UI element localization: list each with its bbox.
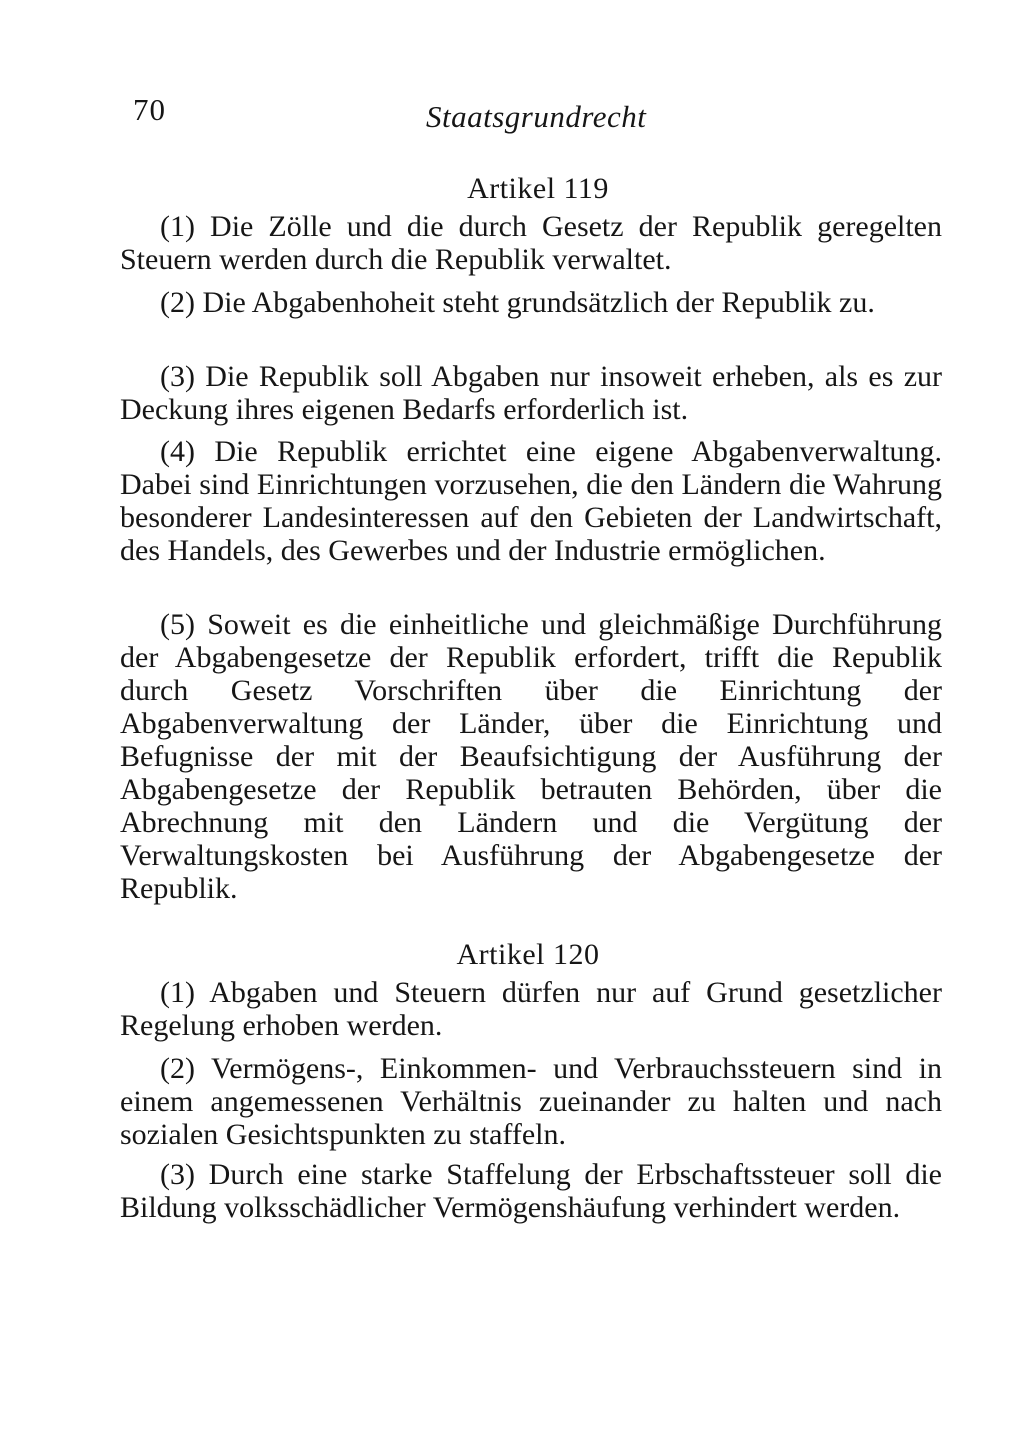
article-119-paragraph-2: (2) Die Abgabenhoheit steht grundsätzlich der Republik zu. — [160, 286, 875, 319]
article-120-title: Artikel 120 — [456, 938, 600, 971]
article-119-paragraph-5: (5) Soweit es die einheitliche und gleichmäßige Durchführung der Abgabengesetze der Republik erfordert, trifft die Republik durch Gesetz Vorschriften über die Einrichtung der Abgabenverwaltung der Länder, über die Einrichtung und Befugnisse der mit der Beaufsichtigung der Ausführung der Abgabengesetze der Republik betrauten Behörden, über die Abrechnung mit den Ländern und die Vergütung der Verwaltungskosten bei Ausführung der Abgabengesetze der Republik. — [120, 608, 942, 905]
article-119-title: Artikel 119 — [467, 172, 609, 205]
page-number: 70 — [133, 92, 166, 127]
article-120-paragraph-2: (2) Vermögens-, Einkommen- und Verbrauchssteuern sind in einem angemessenen Verhältnis zueinander zu halten und nach sozialen Gesichtspunkten zu staffeln. — [120, 1052, 942, 1151]
article-120-paragraph-3: (3) Durch eine starke Staffelung der Erbschaftssteuer soll die Bildung volksschädlicher Vermögenshäufung verhindert werden. — [120, 1158, 942, 1224]
running-head: Staatsgrundrecht — [426, 99, 647, 134]
article-120-paragraph-1: (1) Abgaben und Steuern dürfen nur auf Grund gesetzlicher Regelung erhoben werden. — [120, 976, 942, 1042]
article-119-paragraph-4: (4) Die Republik errichtet eine eigene Abgabenverwaltung. Dabei sind Einrichtungen vorzusehen, die den Ländern die Wahrung besonderer Landesinteressen auf den Gebieten der Landwirtschaft, des Handels, des Gewerbes und der Industrie ermöglichen. — [120, 435, 942, 567]
article-119-paragraph-3: (3) Die Republik soll Abgaben nur insoweit erheben, als es zur Deckung ihres eigenen Bedarfs erforderlich ist. — [120, 360, 942, 426]
article-119-paragraph-1: (1) Die Zölle und die durch Gesetz der Republik geregelten Steuern werden durch die Republik verwaltet. — [120, 210, 942, 276]
